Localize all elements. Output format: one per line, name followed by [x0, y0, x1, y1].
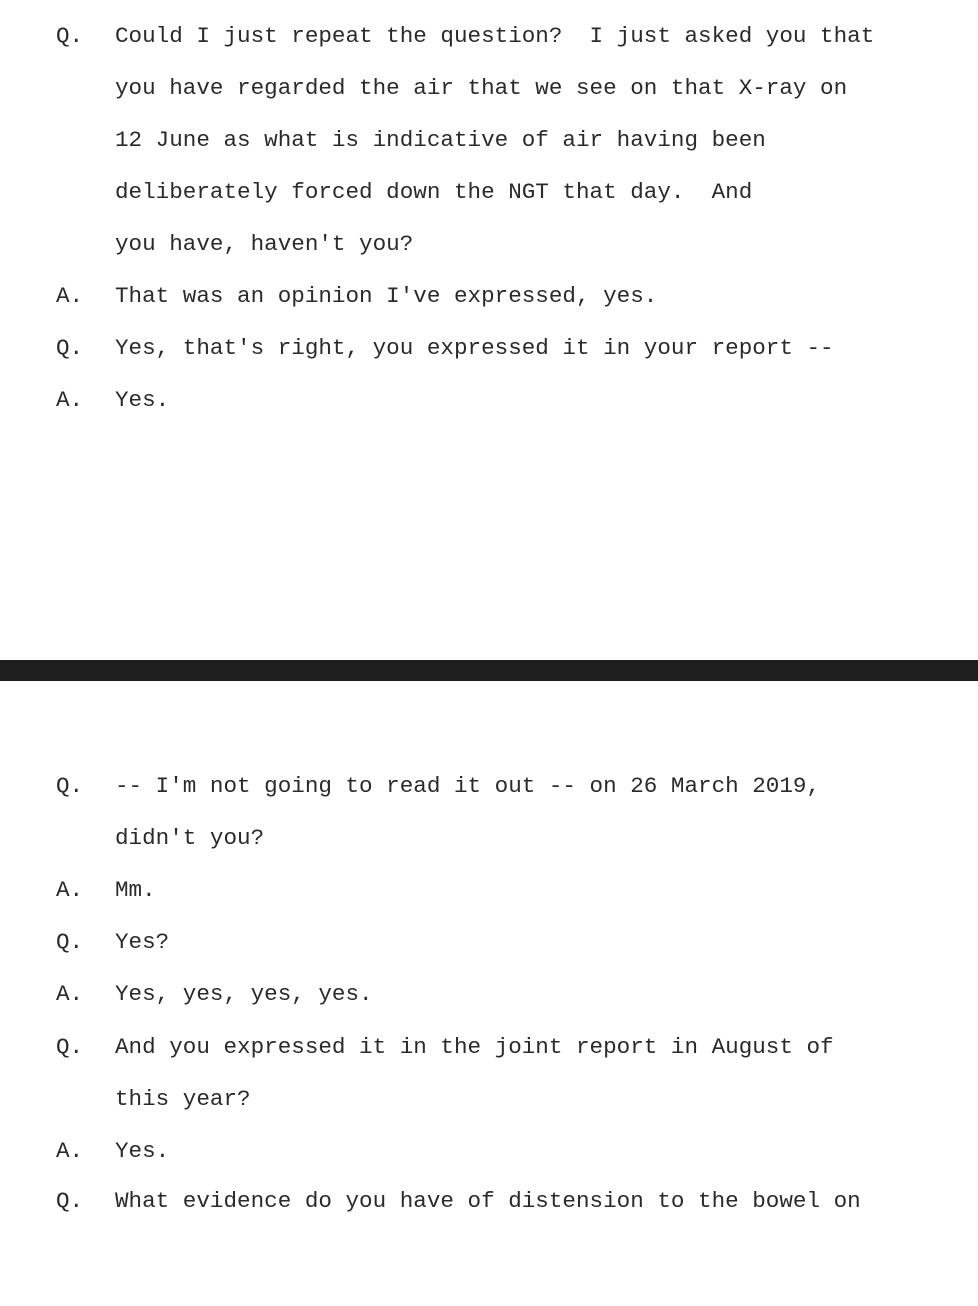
line-text: deliberately forced down the NGT that day. And	[115, 179, 753, 205]
transcript-line	[0, 125, 766, 155]
line-text: That was an opinion I've expressed, yes.	[115, 283, 658, 309]
line-text: Yes, that's right, you expressed it in your report --	[115, 335, 834, 361]
transcript-line	[0, 1032, 834, 1062]
speaker-label: A.	[56, 981, 84, 1007]
line-text: this year?	[115, 1086, 251, 1112]
speaker-label: Q.	[56, 1034, 84, 1060]
line-text: Could I just repeat the question? I just asked you that	[115, 23, 875, 49]
transcript-line	[0, 875, 156, 905]
line-text: Yes?	[115, 929, 170, 955]
line-text: -- I'm not going to read it out -- on 26 March 2019,	[115, 773, 821, 799]
transcript-line	[0, 21, 875, 51]
speaker-label: A.	[56, 387, 84, 413]
line-text: Yes.	[115, 1138, 170, 1164]
transcript-line	[0, 385, 170, 415]
speaker-label: Q.	[56, 773, 84, 799]
transcript-line	[0, 177, 753, 207]
transcript-line	[0, 823, 265, 853]
speaker-label: A.	[56, 1138, 84, 1164]
line-text: And you expressed it in the joint report in August of	[115, 1034, 834, 1060]
transcript-line	[0, 1084, 251, 1114]
speaker-label: A.	[56, 877, 84, 903]
line-text: didn't you?	[115, 825, 265, 851]
line-text: 12 June as what is indicative of air having been	[115, 127, 766, 153]
page-divider	[0, 660, 978, 681]
transcript-line	[0, 229, 414, 259]
transcript-line	[0, 1136, 170, 1166]
transcript-line	[0, 979, 373, 1009]
line-text: What evidence do you have of distension to the bowel on	[115, 1188, 861, 1214]
speaker-label: Q.	[56, 929, 84, 955]
transcript-line	[0, 73, 848, 103]
transcript-line	[0, 771, 821, 801]
transcript-line	[0, 927, 170, 957]
line-text: Yes.	[115, 387, 170, 413]
line-text: you have regarded the air that we see on that X-ray on	[115, 75, 848, 101]
line-text: Mm.	[115, 877, 156, 903]
transcript-page-bottom	[0, 681, 978, 1214]
line-text: Yes, yes, yes, yes.	[115, 981, 373, 1007]
transcript-line	[0, 281, 658, 311]
speaker-label: Q.	[56, 1188, 84, 1214]
speaker-label: Q.	[56, 335, 84, 361]
transcript-line-cut-off	[0, 1186, 861, 1216]
speaker-label: Q.	[56, 23, 84, 49]
speaker-label: A.	[56, 283, 84, 309]
line-text: you have, haven't you?	[115, 231, 414, 257]
transcript-line	[0, 333, 834, 363]
